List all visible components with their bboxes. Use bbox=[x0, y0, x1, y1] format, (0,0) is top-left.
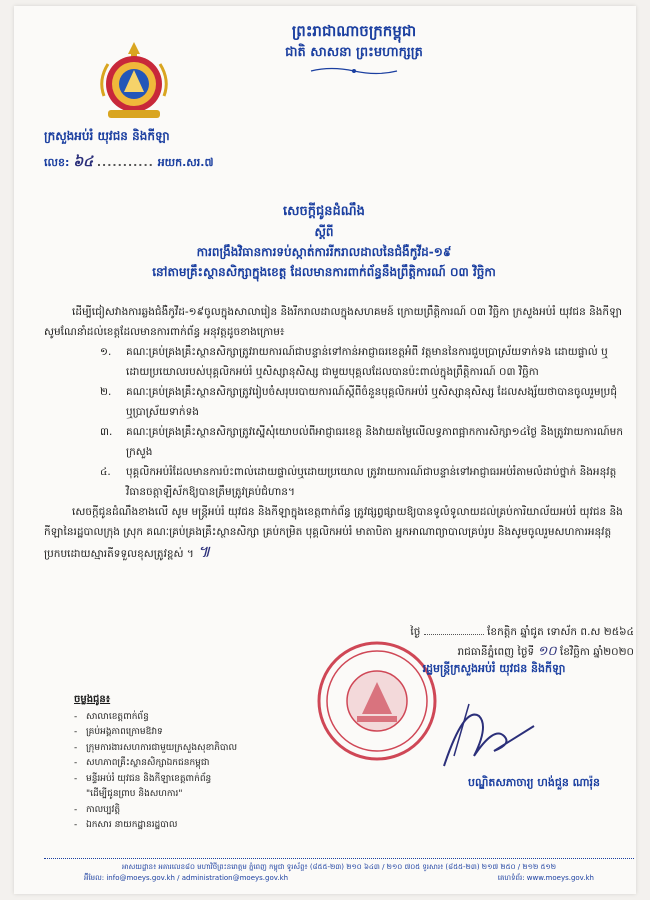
ref-suffix: អយក.សរ.៧ bbox=[157, 156, 214, 169]
list-item-text: គណៈគ្រប់គ្រងគ្រឹះស្ថានសិក្សាត្រូវស្នើសុំយោបល់ពីអាជ្ញាធរខេត្ត និងវាយតម្លៃលើលទ្ធភាពផ្អាកការសិក្សា១៤ថ្ងៃ និងត្រូវរាយការណ៍មកក្រសួង bbox=[126, 426, 623, 458]
solar-date-text: ខែវិច្ឆិកា ឆ្នាំ២០២០ bbox=[559, 646, 634, 658]
notice-body bbox=[44, 302, 624, 564]
list-item: - មន្ទីរអប់រំ យុវជន និងកីឡាខេត្តពាក់ព័ន្ធ bbox=[74, 772, 304, 788]
page-footer bbox=[44, 862, 634, 884]
list-item-number: ៤. bbox=[100, 466, 111, 478]
solar-date bbox=[314, 642, 634, 662]
recipient-text: សាលាខេត្តពាក់ព័ន្ធ bbox=[86, 711, 149, 722]
notice-title-block bbox=[104, 202, 544, 282]
list-item bbox=[100, 342, 624, 382]
footer-email[interactable]: អ៊ីមែល: info@moeys.gov.kh / administration@moeys.gov.kh bbox=[84, 874, 289, 882]
reference-number bbox=[44, 152, 213, 173]
solar-date-prefix: រាជធានីភ្នំពេញ ថ្ងៃទី bbox=[457, 646, 535, 658]
handwritten-signature-icon bbox=[434, 696, 544, 776]
ornament-divider-icon bbox=[309, 66, 399, 76]
list-item: - ក្រុមការងារសហការជាមួយក្រសួងសុខាភិបាល bbox=[74, 741, 304, 757]
lunar-date-prefix: ថ្ងៃ bbox=[410, 626, 421, 638]
recipient-text: ឯកសារ នាយកដ្ឋានរដ្ឋបាល bbox=[86, 820, 178, 830]
document-page bbox=[14, 6, 636, 894]
list-item bbox=[100, 422, 624, 462]
solar-date-day: ១០ bbox=[537, 644, 557, 659]
list-item: - សាលាខេត្តពាក់ព័ន្ធ bbox=[74, 710, 304, 726]
list-item: - គ្រប់អង្គភាពក្រោមឱវាទ bbox=[74, 725, 304, 741]
list-item: - កាលប្បវត្តិ bbox=[74, 803, 304, 819]
list-item bbox=[100, 462, 624, 502]
closing-mark: ៕ bbox=[197, 542, 211, 561]
footer-divider bbox=[44, 858, 634, 859]
recipient-text: គ្រប់អង្គភាពក្រោមឱវាទ bbox=[86, 727, 163, 737]
list-item-text: គណៈគ្រប់គ្រងគ្រឹះស្ថានសិក្សាត្រូវរាយការណ៍ជាបន្ទាន់ទៅកាន់អាជ្ញាធរខេត្តអំពី វត្តមាននៃការជួបប្រាស្រ័យទាក់ទង ដោយផ្ទាល់ ឬដោយប្រយោលរបស់បុគ្គលិកអប់រំ ឬសិស្សានុសិស្ស ជាមួយបុគ្គលដែលបានប៉ះពាល់ក្នុងព្រឹត្តិការណ៍ ០៣ វិច្ឆិកា bbox=[126, 346, 608, 378]
notice-title: សេចក្តីជូនដំណឹង bbox=[283, 204, 365, 219]
recipients-heading: ចម្លងជូន៖ bbox=[74, 694, 111, 705]
list-item-text: បុគ្គលិកអប់រំដែលមានការប៉ះពាល់ដោយផ្ទាល់ឬដោយប្រយោល ត្រូវរាយការណ៍ជាបន្ទាន់ទៅអាជ្ញាធរអប់រំតាមលំដាប់ថ្នាក់ និងអនុវត្តវិធានចត្តាឡីស័កឱ្យបានត្រឹមត្រូវគ្រប់ជំហាន។ bbox=[126, 466, 617, 498]
ministry-name: ក្រសួងអប់រំ យុវជន និងកីឡា bbox=[44, 129, 170, 143]
ministry-emblem-icon bbox=[94, 40, 174, 124]
list-item: - សហភាពគ្រឹះស្ថានសិក្សាឯកជនកម្ពុជា bbox=[74, 756, 304, 772]
national-motto: ជាតិ សាសនា ព្រះមហាក្សត្រ bbox=[285, 45, 423, 60]
notice-subject-label: ស្តីពី bbox=[314, 225, 334, 239]
date-line bbox=[314, 622, 634, 662]
recipient-text: ក្រុមការងារសហការជាមួយក្រសួងសុខាភិបាល bbox=[86, 742, 238, 753]
closing-paragraph bbox=[44, 502, 624, 564]
footer-address: អាសយដ្ឋាន៖ អគារលេខ៨០ មហាវិថីព្រះនរោត្តម ភ្នំពេញ កម្ពុជា ទូរស័ព្ទ៖ (៨៥៥-២៣) ២១០ ៦៤៣ / ២១០ ៧០៥ ទូរសារ៖ (៨៥៥-២៣) ២១៧ ២៥០ / ២១២ ៥១២ bbox=[121, 863, 557, 871]
recipient-text: "ដើម្បីជូនព្រាប និងសហការ" bbox=[86, 789, 183, 799]
list-item-text: គណៈគ្រប់គ្រងគ្រឹះស្ថានសិក្សាត្រូវរៀបចំសរុបរបាយការណ៍ស្តីពីចំនួនបុគ្គលិកអប់រំ ឬសិស្សានុសិស្ស ដែលសង្ស័យថាបានចូលរួមប្រជុំ ឬប្រាស្រ័យទាក់ទង bbox=[126, 386, 617, 418]
recipient-text: កាលប្បវត្តិ bbox=[86, 804, 121, 815]
notice-subject-line1: ការពង្រឹងវិធានការទប់ស្កាត់ការរីករាលដាលនៃជំងឺកូវីដ-១៩ bbox=[196, 245, 452, 259]
kingdom-header bbox=[234, 20, 474, 76]
recipients-list bbox=[74, 692, 304, 834]
notice-subject-line2: នៅតាមគ្រឹះស្ថានសិក្សាក្នុងខេត្ត ដែលមានការពាក់ព័ន្ធនឹងព្រឹត្តិការណ៍ ០៣ វិច្ឆិកា bbox=[152, 265, 496, 279]
list-item-number: ៣. bbox=[100, 426, 113, 438]
recipient-text: មន្ទីរអប់រំ យុវជន និងកីឡាខេត្តពាក់ព័ន្ធ bbox=[86, 773, 212, 784]
footer-website[interactable]: គេហទំព័រ: www.moeys.gov.kh bbox=[497, 874, 594, 882]
closing-text: សេចក្តីជូនដំណឹងខាងលើ សូម មន្ត្រីអប់រំ យុវជន និងកីឡាក្នុងខេត្តពាក់ព័ន្ធ ត្រូវផ្សព្វផ្សាយឱ្យបានទូលំទូលាយដល់គ្រប់ការិយាល័យអប់រំ យុវជន និងកីឡានៃរដ្ឋបាលក្រុង ស្រុក គណៈគ្រប់គ្រងគ្រឹះស្ថានសិក្សា គ្រប់កម្រិត បុគ្គលិកអប់រំ មាតាបិតា អ្នកអាណាព្យាបាលគ្រប់រូប និងសូមចូលរួមសហការអនុវត្តប្រកបដោយស្មារតីទទួលខុសត្រូវខ្ពស់ ។ bbox=[44, 506, 623, 560]
list-item: - ឯកសារ នាយកដ្ឋានរដ្ឋបាល bbox=[74, 818, 304, 834]
lunar-date-text: ខែកត្តិក ឆ្នាំជូត ទោស័ក ព.ស ២៥៦៤ bbox=[487, 626, 634, 638]
list-item-number: ១. bbox=[100, 346, 112, 358]
list-item bbox=[74, 787, 304, 803]
lunar-date bbox=[314, 622, 634, 642]
list-item bbox=[100, 382, 624, 422]
signatory-name: បណ្ឌិតសភាចារ្យ ហង់ជួន ណារ៉ុន bbox=[467, 776, 601, 789]
signatory-office: រដ្ឋមន្ត្រីក្រសួងអប់រំ យុវជន និងកីឡា bbox=[422, 662, 566, 675]
kingdom-title: ព្រះរាជាណាចក្រកម្ពុជា bbox=[291, 22, 417, 40]
list-item-number: ២. bbox=[100, 386, 112, 398]
ref-dots: ........... bbox=[96, 156, 154, 169]
intro-paragraph: ដើម្បីជៀសវាងការឆ្លងជំងឺកូវីដ-១៩ចូលក្នុងសាលារៀន និងរីករាលដាលក្នុងសហគមន៍ ក្រោយព្រឹត្តិការណ៍ ០៣ វិច្ឆិកា ក្រសួងអប់រំ យុវជន និងកីឡាសូមណែនាំដល់ខេត្តដែលមានការពាក់ព័ន្ធ អនុវត្តដូចខាងក្រោម៖ bbox=[44, 306, 622, 338]
ref-label: លេខ: bbox=[44, 156, 70, 169]
ref-number-handwritten: ៦៤ bbox=[73, 154, 94, 170]
recipient-text: សហភាពគ្រឹះស្ថានសិក្សាឯកជនកម្ពុជា bbox=[86, 758, 210, 768]
